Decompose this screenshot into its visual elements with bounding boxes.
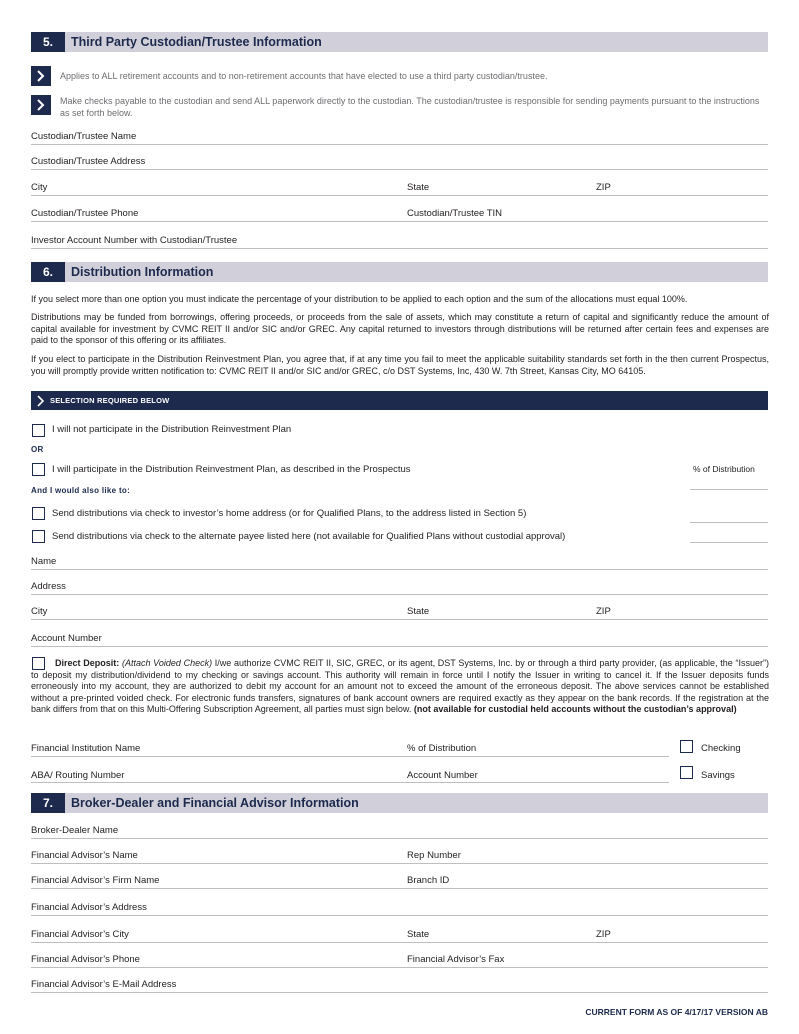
zip-label: ZIP (596, 182, 611, 193)
direct-deposit-text (31, 658, 769, 716)
advisor-city-state-zip-field[interactable] (31, 942, 768, 943)
advisor-phone-label: Financial Advisor’s Phone (31, 954, 140, 965)
payee-name-field[interactable] (31, 569, 768, 570)
section-number: 6. (31, 262, 65, 282)
payee-city-label: City (31, 606, 48, 617)
home-address-label: Send distributions via check to investor’s home address (or for Qualified Plans, to the address listed in Section 5) (52, 508, 527, 519)
advisor-address-field[interactable] (31, 915, 768, 916)
branch-id-label: Branch ID (407, 875, 450, 886)
payee-state-label: State (407, 606, 430, 617)
payee-account-label: Account Number (31, 633, 102, 644)
savings-label: Savings (701, 770, 735, 781)
section-5-note-2: Make checks payable to the custodian and send ALL paperwork directly to the custodian. The custodian/trustee is responsible for sending payments pursuant to the instructions as set forth below. (60, 96, 760, 118)
checking-checkbox[interactable] (680, 740, 693, 753)
home-percent-field[interactable] (690, 522, 768, 523)
selection-required-bar (31, 391, 768, 410)
broker-dealer-field[interactable] (31, 838, 768, 839)
advisor-fax-label: Financial Advisor’s Fax (407, 954, 505, 965)
chevron-right-icon (31, 95, 51, 115)
or-label: OR (31, 445, 44, 454)
direct-deposit-heading: Direct Deposit: (55, 658, 120, 668)
state-label: State (407, 182, 430, 193)
advisor-email-field[interactable] (31, 992, 768, 993)
bank-account-label: Account Number (407, 770, 478, 781)
phone-tin-field[interactable] (31, 221, 768, 222)
section-title: Third Party Custodian/Trustee Information (71, 35, 322, 49)
broker-dealer-label: Broker-Dealer Name (31, 825, 119, 836)
advisor-email-label: Financial Advisor’s E-Mail Address (31, 979, 177, 990)
home-address-checkbox[interactable] (32, 507, 45, 520)
custodian-address-field[interactable] (31, 169, 768, 170)
custodian-name-label: Custodian/Trustee Name (31, 131, 137, 142)
checking-label: Checking (701, 743, 741, 754)
custodian-name-field[interactable] (31, 144, 768, 145)
alternate-payee-label: Send distributions via check to the alternate payee listed here (not available for Qualified Plans without custodial approval) (52, 531, 566, 542)
section-7-header (31, 793, 768, 813)
firm-branch-field[interactable] (31, 888, 768, 889)
direct-deposit-body: I/we authorize CVMC REIT II, SIC, GREC, or its agent, DST Systems, Inc. by or through a third party provider, (as applicable, the “Issuer”) to deposit my distribution/dividend to my checking or savings account. This authority will remain in force until I notify the Issuer in writing to cancel it. If the Issuer deposits funds erroneously into my account, they are authorized to debit my account for an amount not to exceed the amount of the erroneous deposit. The above services cannot be established without a pre-printed voided check. For electronic funds transfers, signatures of bank account owners are required exactly as they appear on the bank records. If the registration at the bank differs from that on this Multi-Offering Subscription Agreement, all parties must sign below. (31, 658, 769, 715)
advisor-address-label: Financial Advisor’s Address (31, 902, 147, 913)
custodian-phone-label: Custodian/Trustee Phone (31, 208, 139, 219)
savings-checkbox[interactable] (680, 766, 693, 779)
advisor-city-label: Financial Advisor’s City (31, 929, 129, 940)
advisor-phone-fax-field[interactable] (31, 967, 768, 968)
section-6-header (31, 262, 768, 282)
institution-field[interactable] (31, 756, 669, 757)
custodian-tin-label: Custodian/Trustee TIN (407, 208, 503, 219)
investor-account-field[interactable] (31, 248, 768, 249)
advisor-name-field[interactable] (31, 863, 768, 864)
bank-percent-label: % of Distribution (407, 743, 477, 754)
advisor-name-label: Financial Advisor’s Name (31, 850, 138, 861)
advisor-zip-label: ZIP (596, 929, 611, 940)
also-like-label: And I would also like to: (31, 486, 131, 495)
direct-deposit-restriction: (not available for custodial held accounts without the custodian’s approval) (413, 704, 737, 715)
section-5-note-1: Applies to ALL retirement accounts and to non-retirement accounts that have elected to use a third party custodian/trustee. (60, 71, 548, 81)
drip-label: I will participate in the Distribution Reinvestment Plan, as described in the Prospectus (52, 464, 411, 475)
city-state-zip-field[interactable] (31, 195, 768, 196)
payee-address-label: Address (31, 581, 66, 592)
routing-account-field[interactable] (31, 782, 669, 783)
advisor-state-label: State (407, 929, 430, 940)
direct-deposit-note: (Attach Voided Check) (121, 658, 213, 668)
distribution-para-3: If you elect to participate in the Distribution Reinvestment Plan, you agree that, if at any time you fail to meet the applicable suitability standards set forth in the then current Prospectus, you will promptly provide written notification to: CVMC REIT II and/or SIC and/or GREC, c/o DST Systems, Inc, 430 W. 7th Street, Kansas City, MO 64105. (31, 354, 769, 376)
firm-name-label: Financial Advisor’s Firm Name (31, 875, 160, 886)
percent-distribution-header: % of Distribution (693, 464, 755, 474)
distribution-para-1: If you select more than one option you must indicate the percentage of your distribution to be applied to each option and the sum of the allocations must equal 100%. (31, 294, 688, 304)
no-drip-checkbox[interactable] (32, 424, 45, 437)
payee-city-state-zip-field[interactable] (31, 619, 768, 620)
section-number: 5. (31, 32, 65, 52)
drip-checkbox[interactable] (32, 463, 45, 476)
payee-address-field[interactable] (31, 594, 768, 595)
no-drip-label: I will not participate in the Distribution Reinvestment Plan (52, 424, 292, 435)
section-5-header (31, 32, 768, 52)
section-number: 7. (31, 793, 65, 813)
custodian-address-label: Custodian/Trustee Address (31, 156, 146, 167)
city-label: City (31, 182, 48, 193)
rep-number-label: Rep Number (407, 850, 461, 861)
alternate-payee-checkbox[interactable] (32, 530, 45, 543)
payee-account-field[interactable] (31, 646, 768, 647)
payee-zip-label: ZIP (596, 606, 611, 617)
payee-name-label: Name (31, 556, 57, 567)
section-title: Distribution Information (71, 265, 214, 279)
chevron-right-icon (36, 395, 46, 407)
routing-label: ABA/ Routing Number (31, 770, 125, 781)
chevron-right-icon (31, 66, 51, 86)
alternate-percent-field[interactable] (690, 542, 768, 543)
investor-account-label: Investor Account Number with Custodian/Trustee (31, 235, 238, 246)
form-version-footer: CURRENT FORM AS OF 4/17/17 VERSION AB (585, 1007, 768, 1017)
distribution-para-2: Distributions may be funded from borrowings, offering proceeds, or proceeds from the sale of assets, which may constitute a return of capital and significantly reduce the amount of capital available for investment by CVMC REIT II and/or SIC and/or GREC. Any capital returned to investors through distributions will be returned after certain fees and expenses are paid to the sponsor of this offering or its affiliates. (31, 312, 769, 346)
selection-required-text: SELECTION REQUIRED BELOW (50, 396, 170, 405)
drip-percent-field[interactable] (690, 489, 768, 490)
section-title: Broker-Dealer and Financial Advisor Information (71, 796, 359, 810)
institution-label: Financial Institution Name (31, 743, 141, 754)
